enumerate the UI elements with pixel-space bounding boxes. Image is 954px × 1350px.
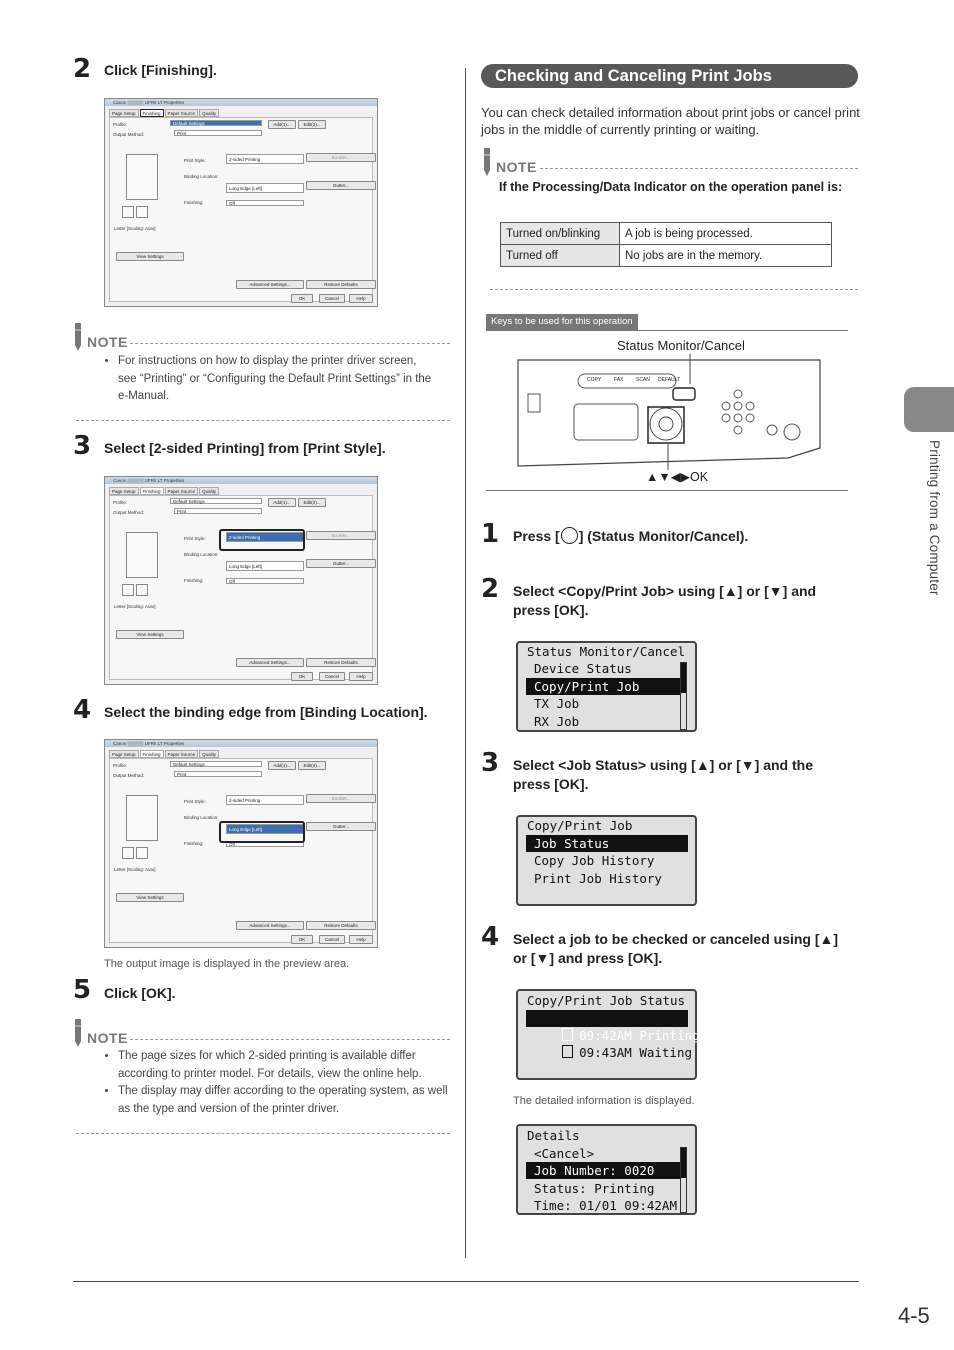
step-text: Select <Job Status> using [▲] or [▼] and the press [OK].	[513, 757, 813, 792]
binding-location-label: Binding Location:	[184, 552, 219, 557]
step-number: 2	[73, 54, 92, 84]
note-label: NOTE	[87, 334, 128, 350]
driver-dialog-screenshot	[104, 98, 378, 307]
tab-page-setup[interactable]: Page Setup	[109, 487, 139, 495]
note-heading: If the Processing/Data Indicator on the operation panel is:	[499, 180, 843, 194]
lcd-display	[516, 989, 700, 1080]
highlight-frame	[219, 529, 305, 551]
panel-key-copy: COPY	[587, 377, 602, 383]
profile-label: Profile:	[113, 763, 128, 768]
edit-button[interactable]: Edit(2)...	[298, 761, 326, 770]
finishing-select[interactable]: Off	[226, 841, 304, 847]
step-number: 4	[73, 695, 92, 725]
note-item: • For instructions on how to display the printer driver screen, see “Printing” or “Configuring the Default Print Settings” in the e-Manual.	[118, 353, 434, 406]
preview-icon	[136, 206, 148, 218]
preview-icon	[136, 847, 148, 859]
job-icon	[562, 1045, 573, 1058]
lcd-row: Print Job History	[534, 871, 662, 886]
finishing-label: Finishing:	[184, 841, 204, 846]
control-panel-illustration	[508, 354, 826, 470]
step-number: 3	[481, 748, 500, 778]
step-number: 1	[481, 519, 500, 549]
finishing-select[interactable]: Off	[226, 200, 304, 206]
panel-key-fax: FAX	[614, 377, 624, 383]
restore-defaults-button[interactable]: Restore Defaults	[306, 921, 376, 930]
print-style-select[interactable]: 2-sided Printing	[226, 154, 304, 164]
pencil-icon	[481, 148, 493, 176]
section-title: Checking and Canceling Print Jobs	[481, 64, 858, 88]
step-text-part: ] (Status Monitor/Cancel).	[578, 528, 749, 544]
lcd-title: Copy/Print Job Status	[527, 993, 686, 1008]
lcd-scrollbar	[680, 662, 687, 730]
note-divider	[76, 1133, 450, 1134]
advanced-settings-button[interactable]: Advanced Settings...	[236, 921, 304, 930]
keys-rule	[486, 330, 848, 331]
dialog-title: Canon ░░░░░ UFRII LT Properties	[113, 478, 185, 483]
highlight-frame	[219, 821, 305, 843]
tab-page-setup[interactable]: Page Setup	[109, 109, 139, 117]
edit-button[interactable]: Edit(2)...	[298, 120, 326, 129]
preview-icon	[122, 847, 134, 859]
pencil-icon	[72, 1019, 84, 1047]
step-text: Select a job to be checked or canceled using [▲] or [▼] and press [OK].	[513, 931, 839, 966]
table-cell: Turned on/blinking	[501, 223, 620, 245]
step-text: Click [Finishing].	[104, 62, 217, 78]
dialog-title: Canon ░░░░░ UFRII LT Properties	[113, 741, 185, 746]
dialog-tabs	[109, 487, 219, 495]
print-style-label: Print Style:	[184, 158, 206, 163]
lcd-title: Copy/Print Job	[527, 818, 633, 833]
help-button[interactable]: Help	[349, 672, 373, 681]
tab-page-setup[interactable]: Page Setup	[109, 750, 139, 758]
add-button[interactable]: Add(1)...	[268, 120, 296, 129]
tab-quality[interactable]: Quality	[199, 109, 219, 117]
profile-select[interactable]: Default Settings	[170, 761, 262, 767]
column-divider	[465, 68, 466, 1258]
print-style-select[interactable]: 2-sided Printing	[226, 795, 304, 805]
gutter-button[interactable]: Gutter...	[306, 181, 376, 190]
lcd-row: TX Job	[534, 696, 580, 711]
profile-label: Profile:	[113, 500, 128, 505]
dialog-title: Canon ░░░░░ UFRII LT Properties	[113, 100, 185, 105]
help-button[interactable]: Help	[349, 935, 373, 944]
preview-area	[112, 522, 182, 618]
preview-caption: Letter [Scaling: Auto]	[114, 867, 156, 872]
lcd-row: Copy Job History	[534, 853, 655, 868]
dialog-body	[109, 495, 373, 680]
driver-dialog-screenshot	[104, 739, 378, 948]
lcd-row: Time: 01/01 09:42AM	[534, 1198, 677, 1213]
step-number: 3	[73, 431, 92, 461]
output-method-select[interactable]: Print	[174, 771, 262, 777]
gutter-button[interactable]: Gutter...	[306, 822, 376, 831]
lcd-row-selected: Job Number: 0020	[526, 1162, 680, 1179]
step-number: 5	[73, 975, 92, 1005]
advanced-settings-button[interactable]: Advanced Settings...	[236, 658, 304, 667]
preview-page	[126, 795, 158, 841]
note-divider	[540, 168, 858, 169]
ok-button[interactable]: OK	[291, 935, 313, 944]
preview-area	[112, 785, 182, 881]
ok-button[interactable]: OK	[291, 672, 313, 681]
booklet-button[interactable]: Booklet...	[306, 153, 376, 162]
status-monitor-key-icon	[561, 527, 578, 544]
cancel-button[interactable]: Cancel	[319, 935, 345, 944]
add-button[interactable]: Add(1)...	[268, 761, 296, 770]
output-method-label: Output Method:	[113, 132, 145, 137]
lcd-title: Details	[527, 1128, 580, 1143]
profile-select[interactable]: Default Settings	[170, 498, 262, 504]
arrows-ok-label: ▲▼◀▶OK	[646, 470, 709, 484]
preview-page	[126, 154, 158, 200]
lcd-row-text: 09:42AM Printing	[579, 1028, 700, 1043]
tab-finishing[interactable]: Finishing	[140, 750, 164, 758]
output-method-select[interactable]: Print	[174, 508, 262, 514]
table-cell: Turned off	[501, 245, 620, 267]
panel-key-scan: SCAN	[636, 377, 650, 383]
lcd-row: Status: Printing	[534, 1181, 655, 1196]
footer-rule	[73, 1281, 859, 1282]
binding-location-select[interactable]: Long Edge [Left]	[226, 824, 304, 834]
page-number: 4-5	[898, 1303, 930, 1328]
lcd-row-text: 09:43AM Waiting	[579, 1045, 692, 1060]
step-number: 4	[481, 922, 500, 952]
intro-paragraph: You can check detailed information about print jobs or cancel print jobs in the middle of currently printing or waiting.	[481, 105, 860, 137]
dialog-tabs	[109, 109, 219, 117]
caption: The output image is displayed in the preview area.	[104, 958, 350, 970]
ok-button[interactable]: OK	[291, 294, 313, 303]
print-style-label: Print Style:	[184, 536, 206, 541]
step-text: Select <Copy/Print Job> using [▲] or [▼] and press [OK].	[513, 583, 817, 618]
lcd-row-selected: Copy/Print Job	[526, 678, 680, 695]
restore-defaults-button[interactable]: Restore Defaults	[306, 658, 376, 667]
note-item: • The display may differ according to the operating system, as well as the type and version of the printer driver.	[118, 1083, 450, 1118]
step-text: Select the binding edge from [Binding Location].	[104, 704, 428, 720]
print-style-label: Print Style:	[184, 799, 206, 804]
note-divider	[490, 289, 858, 290]
preview-icon	[122, 584, 134, 596]
tab-finishing[interactable]: Finishing	[140, 109, 164, 117]
table-cell: A job is being processed.	[620, 223, 832, 245]
preview-caption: Letter [Scaling: Auto]	[114, 604, 156, 609]
binding-location-label: Binding Location:	[184, 815, 219, 820]
lcd-row-selected	[526, 1010, 700, 1043]
dialog-tabs	[109, 750, 219, 758]
edit-button[interactable]: Edit(2)...	[298, 498, 326, 507]
note-divider	[130, 1039, 450, 1040]
lcd-display	[516, 1124, 697, 1215]
note-body	[104, 1048, 450, 1118]
print-style-select[interactable]: 2-sided Printing	[226, 532, 304, 542]
lcd-row: Device Status	[534, 661, 632, 676]
status-monitor-label: Status Monitor/Cancel	[617, 338, 745, 353]
lcd-scrollbar	[680, 1147, 687, 1213]
view-settings-button[interactable]: View Settings	[116, 252, 184, 261]
cancel-button[interactable]: Cancel	[319, 294, 345, 303]
output-method-label: Output Method:	[113, 510, 145, 515]
step-text: Click [OK].	[104, 985, 176, 1001]
profile-label: Profile:	[113, 122, 128, 127]
profile-select[interactable]: Default Settings	[170, 120, 262, 126]
finishing-label: Finishing:	[184, 578, 204, 583]
step-number: 2	[481, 574, 500, 604]
lcd-title: Status Monitor/Cancel	[527, 644, 686, 659]
table-row	[501, 223, 832, 245]
preview-area	[112, 144, 182, 240]
binding-location-select[interactable]: Long Edge [Left]	[226, 561, 304, 571]
restore-defaults-button[interactable]: Restore Defaults	[306, 280, 376, 289]
output-method-select[interactable]: Print	[174, 130, 262, 136]
preview-icon	[136, 584, 148, 596]
keys-rule	[486, 490, 848, 491]
keys-label: Keys to be used for this operation	[486, 314, 638, 330]
finishing-label: Finishing:	[184, 200, 204, 205]
binding-location-select[interactable]: Long Edge [Left]	[226, 183, 304, 193]
note-divider	[130, 343, 450, 344]
table-row	[501, 245, 832, 267]
dialog-body	[109, 117, 373, 302]
driver-dialog-screenshot	[104, 476, 378, 685]
step-text: Select [2-sided Printing] from [Print Style].	[104, 440, 386, 456]
preview-page	[126, 532, 158, 578]
pencil-icon	[72, 323, 84, 351]
tab-quality[interactable]: Quality	[199, 487, 219, 495]
dialog-body	[109, 758, 373, 943]
help-button[interactable]: Help	[349, 294, 373, 303]
chapter-tab	[904, 387, 954, 432]
indicator-table	[500, 222, 832, 267]
finishing-select[interactable]: Off	[226, 578, 304, 584]
cancel-button[interactable]: Cancel	[319, 672, 345, 681]
dialog-titlebar	[105, 99, 377, 106]
note-body	[104, 353, 434, 406]
lcd-row: <Cancel>	[534, 1146, 595, 1161]
lcd-row: RX Job	[534, 714, 580, 729]
view-settings-button[interactable]: View Settings	[116, 630, 184, 639]
lcd-row	[532, 1027, 692, 1060]
note-label: NOTE	[87, 1030, 128, 1046]
panel-key-default: DEFAULT	[658, 377, 681, 383]
preview-icon	[122, 206, 134, 218]
preview-caption: Letter [Scaling: Auto]	[114, 226, 156, 231]
lcd-display	[516, 815, 697, 906]
lcd-row-selected: Job Status	[526, 835, 688, 852]
add-button[interactable]: Add(1)...	[268, 498, 296, 507]
dialog-titlebar	[105, 477, 377, 484]
dialog-titlebar	[105, 740, 377, 747]
tab-paper-source[interactable]: Paper Source	[165, 109, 199, 117]
table-cell: No jobs are in the memory.	[620, 245, 832, 267]
note-label: NOTE	[496, 159, 537, 175]
tab-paper-source[interactable]: Paper Source	[165, 750, 199, 758]
tab-quality[interactable]: Quality	[199, 750, 219, 758]
lcd-display	[516, 641, 697, 732]
step-text	[513, 527, 748, 546]
step-text-part: Press [	[513, 528, 560, 544]
tab-paper-source[interactable]: Paper Source	[165, 487, 199, 495]
note-divider	[76, 420, 450, 421]
binding-location-label: Binding Location:	[184, 174, 219, 179]
output-method-label: Output Method:	[113, 773, 145, 778]
tab-finishing[interactable]: Finishing	[140, 487, 164, 495]
view-settings-button[interactable]: View Settings	[116, 893, 184, 902]
advanced-settings-button[interactable]: Advanced Settings...	[236, 280, 304, 289]
chapter-title: Printing from a Computer	[927, 440, 942, 596]
note-item: • The page sizes for which 2-sided printing is available differ according to printer model. For details, view the online help.	[118, 1048, 450, 1083]
booklet-button[interactable]: Booklet...	[306, 794, 376, 803]
gutter-button[interactable]: Gutter...	[306, 559, 376, 568]
caption: The detailed information is displayed.	[513, 1095, 695, 1107]
booklet-button[interactable]: Booklet...	[306, 531, 376, 540]
